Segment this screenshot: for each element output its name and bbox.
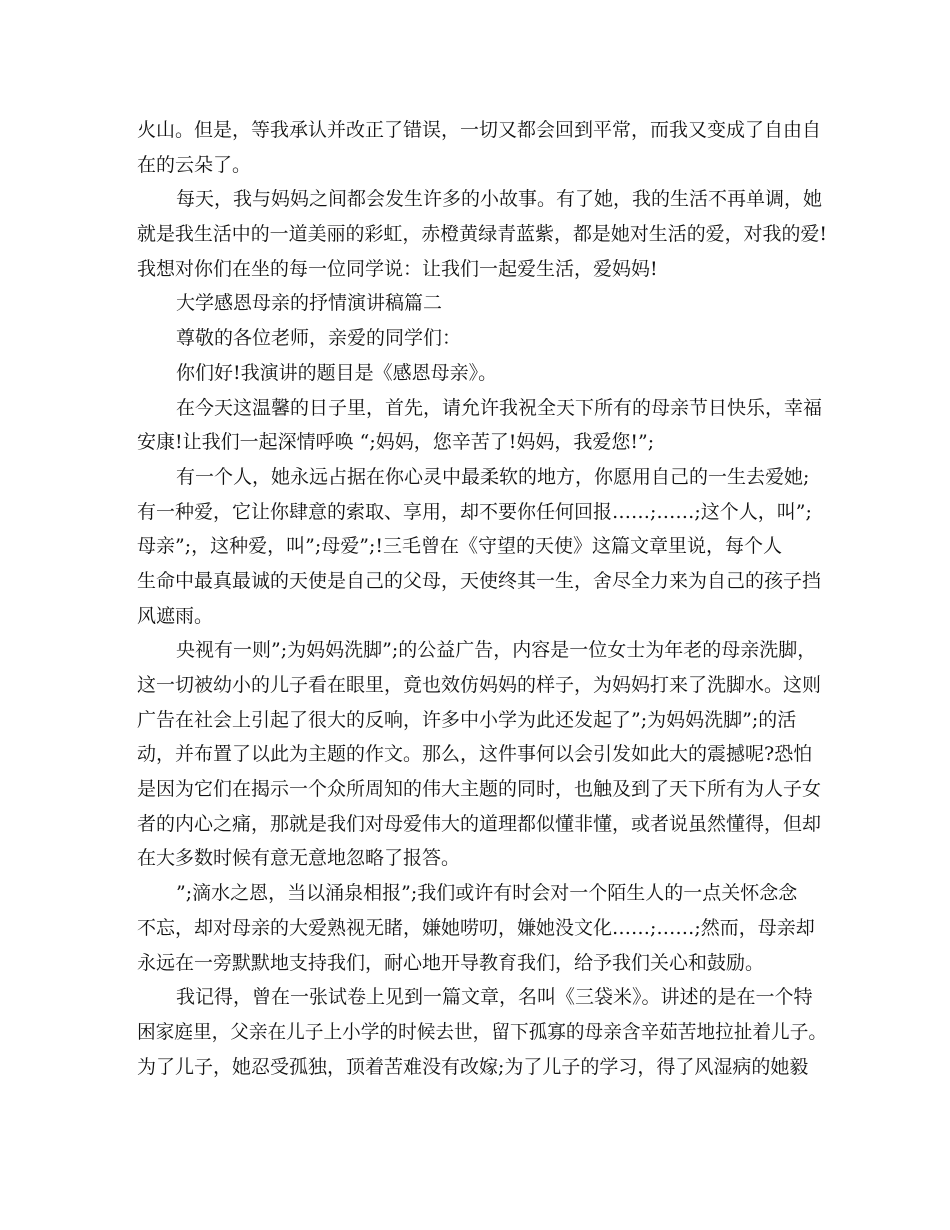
text-line: 在大多数时候有意无意地忽略了报答。 xyxy=(137,847,461,870)
text-line: 广告在社会上引起了很大的反响，许多中小学为此还发起了”;为妈妈洗脚”;的活 xyxy=(137,708,797,731)
text-line: 央视有一则”;为妈妈洗脚”;的公益广告，内容是一位女士为年老的母亲洗脚， xyxy=(176,639,817,662)
text-line: 为了儿子，她忍受孤独，顶着苦难没有改嫁;为了儿子的学习，得了风湿病的她毅 xyxy=(137,1055,809,1078)
text-line: 动，并布置了以此为主题的作文。那么，这件事何以会引发如此大的震撼呢?恐怕 xyxy=(137,743,813,766)
text-line: 就是我生活中的一道美丽的彩虹，赤橙黄绿青蓝紫，都是她对生活的爱，对我的爱! xyxy=(137,223,827,246)
text-line: 火山。但是，等我承认并改正了错误，一切又都会回到平常，而我又变成了自由自 xyxy=(137,119,822,141)
text-line: 有一个人，她永远占据在你心灵中最柔软的地方，你愿用自己的一生去爱她; xyxy=(176,465,810,488)
text-line: 我想对你们在坐的每一位同学说：让我们一起爱生活，爱妈妈! xyxy=(137,257,658,280)
text-line: 这一切被幼小的儿子看在眼里，竟也效仿妈妈的样子，为妈妈打来了洗脚水。这则 xyxy=(137,674,822,696)
text-line: 风遮雨。 xyxy=(137,604,214,627)
document-page xyxy=(137,113,827,1084)
text-line: 是因为它们在揭示一个众所周知的伟大主题的同时，也触及到了天下所有为人子女 xyxy=(137,778,822,801)
text-line: 在的云朵了。 xyxy=(137,153,252,176)
text-line: 生命中最真最诚的天使是自己的父母，天使终其一生，舍尽全力来为自己的孩子挡 xyxy=(137,569,822,592)
text-line: 母亲”;，这种爱，叫”;母爱”;!三毛曾在《守望的天使》这篇文章里说，每个人 xyxy=(137,535,782,558)
text-line: ”;滴水之恩，当以涌泉相报”;我们或许有时会对一个陌生人的一点关怀念念 xyxy=(176,882,798,905)
text-line: 在今天这温馨的日子里，首先，请允许我祝全天下所有的母亲节日快乐，幸福 xyxy=(176,396,823,419)
text-line: 我记得，曾在一张试卷上见到一篇文章，名叫《三袋米》。讲述的是在一个特 xyxy=(176,986,813,1009)
text-line: 安康!让我们一起深情呼唤 “;妈妈，您辛苦了!妈妈，我爱您!”; xyxy=(137,431,655,454)
text-line: 尊敬的各位老师，亲爱的同学们： xyxy=(176,327,462,350)
text-line: 大学感恩母亲的抒情演讲稿篇二 xyxy=(176,292,443,315)
text-line: 不忘，却对母亲的大爱熟视无睹，嫌她唠叨，嫌她没文化……;……;然而，母亲却 xyxy=(137,916,815,939)
text-line: 永远在一旁默默地支持我们，耐心地开导教育我们，给予我们关心和鼓励。 xyxy=(137,951,765,974)
text-line: 每天，我与妈妈之间都会发生许多的小故事。有了她，我的生活不再单调，她 xyxy=(176,188,823,211)
text-line: 你们好!我演讲的题目是《感恩母亲》。 xyxy=(176,361,498,384)
text-line: 有一种爱，它让你肆意的索取、享用，却不要你任何回报……;……;这个人，叫”; xyxy=(137,500,812,523)
text-line: 困家庭里，父亲在儿子上小学的时候去世，留下孤寡的母亲含辛茹苦地拉扯着儿子。 xyxy=(137,1020,827,1043)
text-line: 者的内心之痛，那就是我们对母爱伟大的道理都似懂非懂，或者说虽然懂得，但却 xyxy=(137,812,822,835)
